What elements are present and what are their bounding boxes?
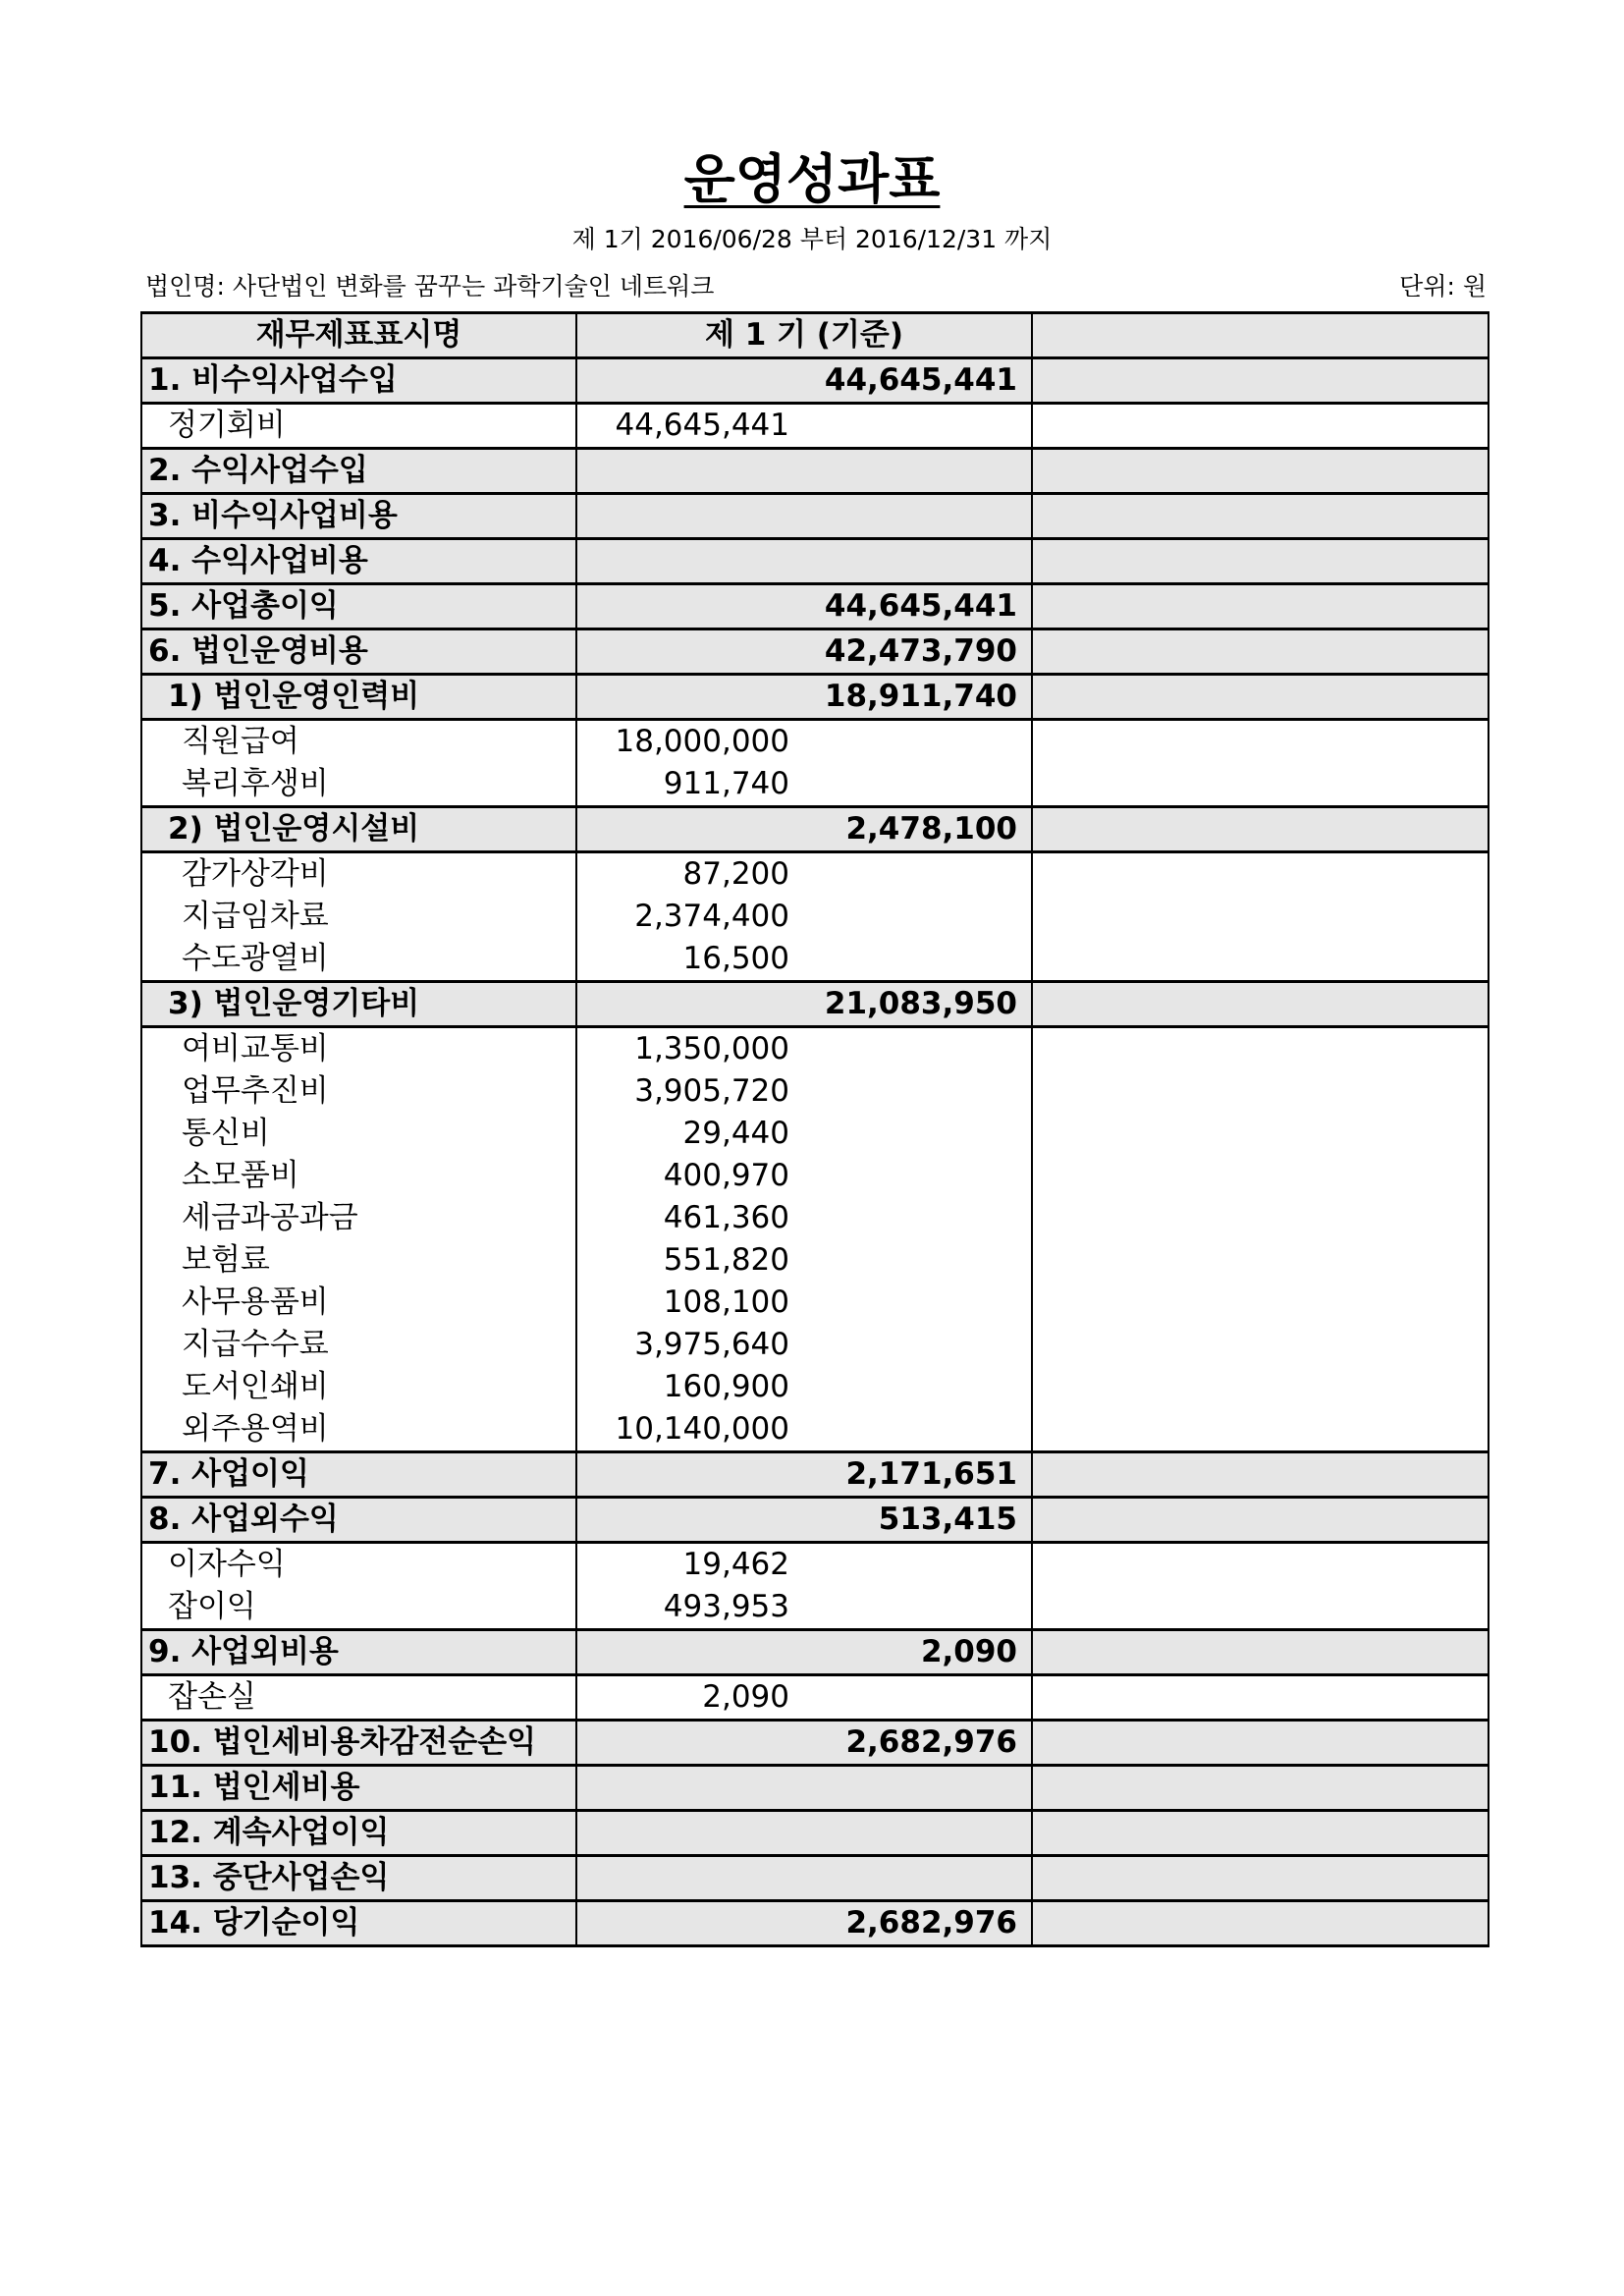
detail-amount: 16,500 (682, 941, 789, 976)
empty-cell (1032, 1856, 1489, 1901)
table-row-detail (141, 1113, 1489, 1155)
detail-amount-cell (576, 1239, 1032, 1282)
account-label: 감가상각비 (141, 852, 576, 897)
empty-cell (1032, 1197, 1489, 1239)
account-label: 복리후생비 (141, 763, 576, 807)
account-label: 여비교통비 (141, 1027, 576, 1071)
empty-cell (1032, 629, 1489, 675)
detail-amount: 44,645,441 (615, 408, 789, 443)
section-total: 44,645,441 (576, 584, 1032, 629)
table-row-subsection (141, 807, 1489, 852)
table-row-section (141, 1856, 1489, 1901)
table-row-detail (141, 1282, 1489, 1324)
table-row-section (141, 1452, 1489, 1498)
detail-amount-cell (576, 938, 1032, 982)
section-label: 9. 사업외비용 (141, 1630, 576, 1675)
empty-cell (1032, 675, 1489, 720)
detail-amount: 19,462 (682, 1547, 789, 1582)
header-empty (1032, 313, 1489, 358)
currency-unit: 단위: 원 (1399, 272, 1487, 301)
detail-amount: 10,140,000 (615, 1411, 789, 1447)
detail-amount: 461,360 (663, 1200, 789, 1235)
empty-cell (1032, 1498, 1489, 1543)
account-label: 직원급여 (141, 720, 576, 764)
section-total: 2,478,100 (576, 807, 1032, 852)
section-total: 44,645,441 (576, 358, 1032, 404)
section-label: 3) 법인운영기타비 (141, 982, 576, 1027)
empty-cell (1032, 584, 1489, 629)
account-label: 도서인쇄비 (141, 1366, 576, 1408)
table-row-detail (141, 1239, 1489, 1282)
detail-amount-cell (576, 1543, 1032, 1587)
empty-cell (1032, 1452, 1489, 1498)
table-row-detail (141, 852, 1489, 897)
fiscal-period: 제 1기 2016/06/28 부터 2016/12/31 까지 (571, 225, 1053, 253)
section-label: 2. 수익사업수입 (141, 449, 576, 494)
account-label: 사무용품비 (141, 1282, 576, 1324)
detail-amount: 18,000,000 (615, 724, 789, 759)
section-label: 10. 법인세비용차감전순손익 (141, 1721, 576, 1766)
empty-cell (1032, 1239, 1489, 1282)
section-label: 3. 비수익사업비용 (141, 494, 576, 539)
section-label: 4. 수익사업비용 (141, 539, 576, 584)
section-label: 13. 중단사업손익 (141, 1856, 576, 1901)
section-total (576, 449, 1032, 494)
table-header-row (141, 313, 1489, 358)
section-total: 18,911,740 (576, 675, 1032, 720)
section-label: 11. 법인세비용 (141, 1766, 576, 1811)
account-label: 지급임차료 (141, 896, 576, 938)
account-label: 통신비 (141, 1113, 576, 1155)
empty-cell (1032, 1155, 1489, 1197)
table-row-detail (141, 720, 1489, 764)
empty-cell (1032, 1113, 1489, 1155)
empty-cell (1032, 1901, 1489, 1946)
section-total: 513,415 (576, 1498, 1032, 1543)
detail-amount: 2,090 (702, 1679, 789, 1715)
detail-amount-cell (576, 1113, 1032, 1155)
empty-cell (1032, 1366, 1489, 1408)
empty-cell (1032, 938, 1489, 982)
detail-amount-cell (576, 852, 1032, 897)
account-label: 외주용역비 (141, 1408, 576, 1452)
detail-amount: 87,200 (682, 856, 789, 892)
account-label: 소모품비 (141, 1155, 576, 1197)
section-total (576, 539, 1032, 584)
corporation-name: 법인명: 사단법인 변화를 꿈꾸는 과학기술인 네트워크 (145, 272, 715, 301)
document-title (0, 145, 1624, 214)
table-body (141, 358, 1489, 1946)
detail-amount-cell (576, 1324, 1032, 1366)
section-total (576, 1811, 1032, 1856)
empty-cell (1032, 1721, 1489, 1766)
account-label: 잡이익 (141, 1586, 576, 1630)
table-row-section (141, 1498, 1489, 1543)
table-row-detail (141, 1366, 1489, 1408)
detail-amount: 3,975,640 (634, 1327, 789, 1362)
table-row-detail (141, 404, 1489, 449)
detail-amount: 400,970 (663, 1158, 789, 1193)
section-total: 2,682,976 (576, 1721, 1032, 1766)
table-row-detail (141, 896, 1489, 938)
section-label: 5. 사업총이익 (141, 584, 576, 629)
section-total: 2,090 (576, 1630, 1032, 1675)
empty-cell (1032, 358, 1489, 404)
account-label: 잡손실 (141, 1675, 576, 1721)
detail-amount-cell (576, 763, 1032, 807)
empty-cell (1032, 404, 1489, 449)
detail-amount-cell (576, 1027, 1032, 1071)
table-row-detail (141, 1027, 1489, 1071)
empty-cell (1032, 852, 1489, 897)
table-row-section (141, 1901, 1489, 1946)
empty-cell (1032, 763, 1489, 807)
empty-cell (1032, 1070, 1489, 1113)
account-label: 보험료 (141, 1239, 576, 1282)
section-total: 2,682,976 (576, 1901, 1032, 1946)
detail-amount-cell (576, 1282, 1032, 1324)
detail-amount: 493,953 (663, 1589, 789, 1624)
detail-amount-cell (576, 1366, 1032, 1408)
account-label: 업무추진비 (141, 1070, 576, 1113)
section-total (576, 1856, 1032, 1901)
table-row-section (141, 449, 1489, 494)
empty-cell (1032, 1543, 1489, 1587)
table-row-detail (141, 1408, 1489, 1452)
detail-amount-cell (576, 1675, 1032, 1721)
section-label: 6. 법인운영비용 (141, 629, 576, 675)
empty-cell (1032, 896, 1489, 938)
section-label: 2) 법인운영시설비 (141, 807, 576, 852)
table-row-detail (141, 1197, 1489, 1239)
operating-results-table (140, 311, 1489, 1947)
empty-cell (1032, 1630, 1489, 1675)
detail-amount: 1,350,000 (634, 1031, 789, 1066)
detail-amount: 108,100 (663, 1285, 789, 1320)
empty-cell (1032, 1586, 1489, 1630)
detail-amount-cell (576, 720, 1032, 764)
section-label: 1) 법인운영인력비 (141, 675, 576, 720)
empty-cell (1032, 494, 1489, 539)
section-label: 12. 계속사업이익 (141, 1811, 576, 1856)
table-row-detail (141, 763, 1489, 807)
empty-cell (1032, 1811, 1489, 1856)
detail-amount: 29,440 (682, 1116, 789, 1151)
detail-amount: 2,374,400 (634, 899, 789, 934)
header-account-name: 재무제표표시명 (141, 313, 576, 358)
table-row-detail (141, 1675, 1489, 1721)
table-row-section (141, 1811, 1489, 1856)
empty-cell (1032, 539, 1489, 584)
empty-cell (1032, 1675, 1489, 1721)
account-label: 이자수익 (141, 1543, 576, 1587)
table-row-detail (141, 938, 1489, 982)
table-row-section (141, 584, 1489, 629)
table-row-subsection (141, 675, 1489, 720)
section-label: 14. 당기순이익 (141, 1901, 576, 1946)
account-label: 지급수수료 (141, 1324, 576, 1366)
table-row-detail (141, 1543, 1489, 1587)
empty-cell (1032, 720, 1489, 764)
table-row-section (141, 1766, 1489, 1811)
section-label: 7. 사업이익 (141, 1452, 576, 1498)
table-row-section (141, 1630, 1489, 1675)
detail-amount-cell (576, 404, 1032, 449)
table-row-section (141, 629, 1489, 675)
section-label: 1. 비수익사업수입 (141, 358, 576, 404)
empty-cell (1032, 1766, 1489, 1811)
account-label: 세금과공과금 (141, 1197, 576, 1239)
detail-amount: 551,820 (663, 1242, 789, 1278)
document-title-text: 운영성과표 (683, 148, 941, 210)
table-row-detail (141, 1324, 1489, 1366)
table-row-section (141, 494, 1489, 539)
empty-cell (1032, 1324, 1489, 1366)
empty-cell (1032, 982, 1489, 1027)
table-row-section (141, 1721, 1489, 1766)
detail-amount-cell (576, 1070, 1032, 1113)
table-row-detail (141, 1155, 1489, 1197)
table-row-detail (141, 1586, 1489, 1630)
empty-cell (1032, 807, 1489, 852)
section-total (576, 494, 1032, 539)
header-period-1: 제 1 기 (기준) (576, 313, 1032, 358)
detail-amount-cell (576, 1586, 1032, 1630)
section-total: 2,171,651 (576, 1452, 1032, 1498)
section-total (576, 1766, 1032, 1811)
account-label: 수도광열비 (141, 938, 576, 982)
section-total: 21,083,950 (576, 982, 1032, 1027)
empty-cell (1032, 1408, 1489, 1452)
table-row-subsection (141, 982, 1489, 1027)
detail-amount: 3,905,720 (634, 1073, 789, 1109)
detail-amount-cell (576, 896, 1032, 938)
table-row-detail (141, 1070, 1489, 1113)
detail-amount: 911,740 (663, 766, 789, 801)
empty-cell (1032, 1027, 1489, 1071)
detail-amount-cell (576, 1155, 1032, 1197)
detail-amount: 160,900 (663, 1369, 789, 1404)
detail-amount-cell (576, 1408, 1032, 1452)
table-row-section (141, 358, 1489, 404)
table-row-section (141, 539, 1489, 584)
empty-cell (1032, 1282, 1489, 1324)
empty-cell (1032, 449, 1489, 494)
section-total: 42,473,790 (576, 629, 1032, 675)
account-label: 정기회비 (141, 404, 576, 449)
section-label: 8. 사업외수익 (141, 1498, 576, 1543)
detail-amount-cell (576, 1197, 1032, 1239)
